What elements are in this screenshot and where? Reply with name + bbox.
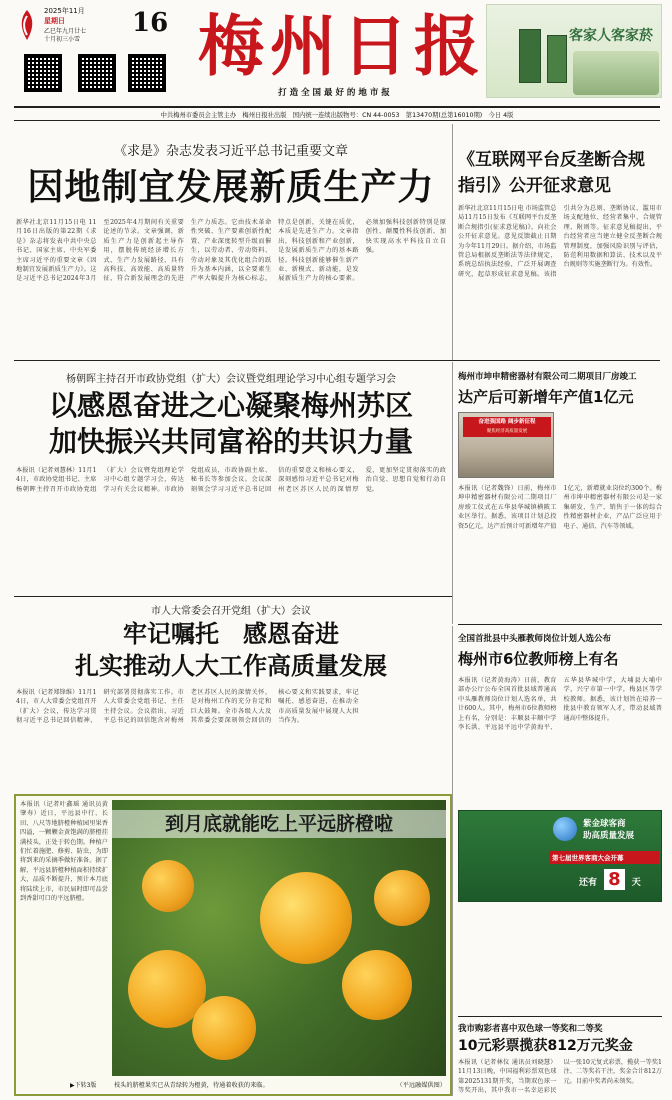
article7-body: 本报讯（记者黄海涛）日前，教育部办公厅公布全国首批县域普通高中头雁教师岗位计划人选名单，共计600人。其中，梅州市6位教师榜上有名，分别是：丰顺县丰顺中学李长洪、平远县平远中学黄海平、五华县华城中学，大埔县大埔中学，兴宁市第一中学，梅县区等学校教师。据悉，该计划旨在培养一批县中教育领军人才，带动县域普通高中整体提升。 (458, 677, 662, 732)
orange-fruit-icon (342, 950, 412, 1020)
date-day: 16 (132, 8, 169, 38)
column-divider (452, 362, 453, 624)
side-ad-count-pre: 还有 (579, 878, 598, 888)
article1-body: 新华社北京11月15日电 11月16日出版的第22期《求是》杂志将发表中共中央总书记、国家主席、中央军委主席习近平的重要文章《因地制宜发展新质生产力》。这是习近平总书记2024年3月至2025年4月期间有关重要论述的节录。文章强调，新质生产力是创新起主导作用，摆脱传统经济增长方式、生产力发展路径，具有高科技、高效能、高质量特征，符合新发展理念的先进生产力质态。它由技术革命性突破、生产要素创新性配置、产业深度转型升级而催生，以劳动者、劳动资料、劳动对象及其优化组合的跃升为基本内涵，以全要素生产率大幅提升为核心标志，特点是创新，关键在质优，本质是先进生产力。文章指出，科技创新和产业创新，是发展新质生产力的基本路径。科技创新能够催生新产业、新模式、新动能，是发展新质生产力的核心要素。必须加强科技创新特别是原创性、颠覆性科技创新，加快实现高水平科技自立自强。 (16, 219, 446, 283)
tobacco-pack-icon (547, 35, 567, 83)
date-year-month: 2025年11月 (44, 7, 85, 15)
article6-photo (458, 412, 554, 478)
qr-code-1 (24, 54, 62, 92)
orange-fruit-icon (142, 860, 194, 912)
article1-headline: 因地制宜发展新质生产力 (27, 167, 435, 208)
info-rule (14, 120, 660, 121)
masthead-slogan: 打 造 全 国 最 好 的 地 市 报 (278, 88, 390, 98)
article8-headline: 10元彩票揽获812万元奖金 (458, 1038, 633, 1054)
side-ad-line2: 助高质量发展 (583, 831, 635, 841)
article7-headline: 梅州市6位教师榜上有名 (458, 650, 619, 668)
qr-code-3 (128, 54, 166, 92)
article3-body: 本报讯（记者刘慧林）11月14日，市政协党组书记、主席杨朝晖主持召开市政协党组（扩大）会议暨党组理论学习中心组专题学习会，传达学习有关会议精神。市政协党组成员，市政协副主席、秘书长等参加会议。会议深刻领会学习习近平总书记回信的重要意义和核心要义，深刻感悟习近平总书记对梅州老区苏区人民的深情厚爱，更加坚定贯彻落实的政治自觉、思想自觉和行动自觉。 (16, 467, 446, 493)
masthead-ad-title: 客家人客家菸 (569, 28, 653, 44)
masthead (0, 0, 672, 104)
article8-body: 本报讯（记者林仪 通讯员刘晓慧）11月13日晚，中国福利彩票双色球第2025131期开奖，当期双色球一等奖开出，其中我市一名幸运彩民以一张10元复式彩票，揽获一等奖1注、二等奖若干注，奖金合计812万元。目前中奖者尚未领奖。 (458, 1059, 662, 1095)
side-ad-count: 8 (604, 869, 625, 890)
article6-ad-banner (463, 417, 551, 437)
article2-headline-2: 指引》公开征求意见 (458, 176, 611, 196)
section-rule (458, 1016, 662, 1017)
side-ad-count-post: 天 (631, 878, 641, 888)
article6-ad-text: 奋进强国路 阔步新征程 (478, 419, 536, 425)
article4-kicker: 市人大常委会召开党组（扩大）会议 (151, 606, 311, 617)
article3-headline-2: 加快振兴共同富裕的共识力量 (48, 425, 413, 458)
masthead-title: 梅州日报 (198, 7, 486, 85)
article5-continue-note: ▶下转3版 (70, 1082, 97, 1089)
landscape-icon (573, 51, 659, 95)
side-ad-line1: 紫金球客商 (583, 819, 626, 829)
orange-fruit-icon (374, 870, 430, 926)
article4-body: 本报讯（记者郑锋维）11月14日，市人大常委会党组召开（扩大）会议，传达学习贯彻习近平总书记回信精神，研究部署贯彻落实工作。市人大常委会党组书记、主任主持会议。会议指出，习近平总书记的回信饱含对梅州老区苏区人民的深情关怀，是对梅州工作的充分肯定和巨大鼓舞。全市各级人大及其常委会要深刻领会回信的核心要义和实践要求，牢记嘱托、感恩奋进，在推动全市高质量发展中展现人大担当作为。 (16, 689, 359, 725)
tobacco-pack-icon (519, 29, 541, 83)
article2-body: 新华社北京11月15日电 市场监管总局11月15日发布《互联网平台反垄断合规指引(征求意见稿)》，向社会公开征求意见。意见反馈截止日期为今年11月29日。据介绍，市场监管总局根据反垄断法等法律规定，系统总结执法经验，广泛开展调查研究，起草形成征求意见稿。该指引共分为总则、垄断协议、滥用市场支配地位、经营者集中、合规管理、附则等。征求意见稿提出，平台经营者应当建立健全反垄断合规管理制度，加强风险识别与评估，防范利用数据和算法、技术以及平台规则等实施垄断行为。有效性。 (458, 205, 662, 278)
article4-headline-1: 牢记嘱托 感恩奋进 (123, 620, 339, 648)
article4-headline-2: 扎实推动人大工作高质量发展 (75, 652, 387, 680)
article5-caption: 枝头的脐橙果实已从青绿转为橙黄，待通着收获的来临。 (114, 1082, 269, 1089)
side-ad-banner: 第七届世界客商大会开幕 (549, 851, 659, 864)
article5-body: 本报讯（记者叶鑫瑶 通讯员黄肇寿）近日，平远县中行、长田、八尺等地脐橙种植园里果香四溢，一颗颗金黄饱满的脐橙挂满枝头，正处于转色期。种植户们忙着施肥、修剪、防虫，为即将到来的采摘季做好准备。据了解，平远县脐橙种植面积持续扩大，品质不断提升，预计本月底将陆续上市，市民届时即可品尝到香甜可口的平远脐橙。 (20, 801, 108, 903)
article5-photo (112, 800, 446, 1076)
orange-fruit-icon (192, 996, 256, 1060)
article6-ad-sub: 聚焦经济高质量发展 (486, 429, 528, 434)
section-rule (458, 624, 662, 625)
date-weekday: 星期日 (44, 17, 65, 25)
section-rule (14, 596, 452, 597)
article8-kicker: 我市购彩者喜中双色球一等奖和二等奖 (458, 1024, 603, 1034)
article1-kicker: 《求是》杂志发表习近平总书记重要文章 (113, 144, 348, 159)
orange-fruit-icon (260, 872, 352, 964)
masthead-rule (14, 106, 660, 108)
article3-headline-1: 以感恩奋进之心凝聚梅州苏区 (48, 389, 413, 422)
article6-kicker: 梅州市坤申精密器材有限公司二期项目厂房竣工 (458, 372, 637, 382)
column-divider (452, 626, 453, 1096)
date-lunar-2: 十月初三小雪 (44, 36, 81, 43)
earth-globe-icon (553, 817, 577, 841)
article5-headline: 到月底就能吃上平远脐橙啦 (112, 810, 446, 838)
article6-headline: 达产后可新增年产值1亿元 (458, 388, 634, 406)
side-ad (458, 810, 662, 902)
date-box (16, 6, 169, 46)
column-divider (452, 124, 453, 360)
qr-code-2 (78, 54, 116, 92)
article5-credit: （平远融媒供图） (396, 1082, 446, 1089)
article7-kicker: 全国首批县中头雁教师岗位计划人选公布 (458, 634, 612, 644)
article6-body: 本报讯（记者魏锋）日前，梅州市坤申精密器材有限公司二期项目厂房竣工仪式在五华县华城镇横陂工业区举行。据悉，该项目计划总投资5亿元，达产后预计可新增年产值1亿元，新增就业岗位约300个。梅州市坤申精密器材有限公司是一家集研发、生产、销售于一体的综合性精密器材企业，产品广泛应用于电子、通信、汽车等领域。 (458, 485, 662, 530)
section-rule (14, 360, 660, 361)
article2-headline-1: 《互联网平台反垄断合规 (458, 150, 645, 170)
side-ad-countdown (579, 869, 659, 897)
date-lunar-1: 乙巳年九月廿七 (44, 28, 87, 35)
masthead-info-line: 中共梅州市委员会主管主办 梅州日报社出版 国内统一连续出版物号：CN 44-0053 第13470期(总第16010期) 今日 4版 (160, 112, 514, 119)
article3-kicker: 杨朝晖主持召开市政协党组（扩大）会议暨党组理论学习中心组专题学习会 (66, 374, 396, 385)
masthead-ad (486, 4, 662, 98)
press-logo-icon (16, 8, 38, 42)
